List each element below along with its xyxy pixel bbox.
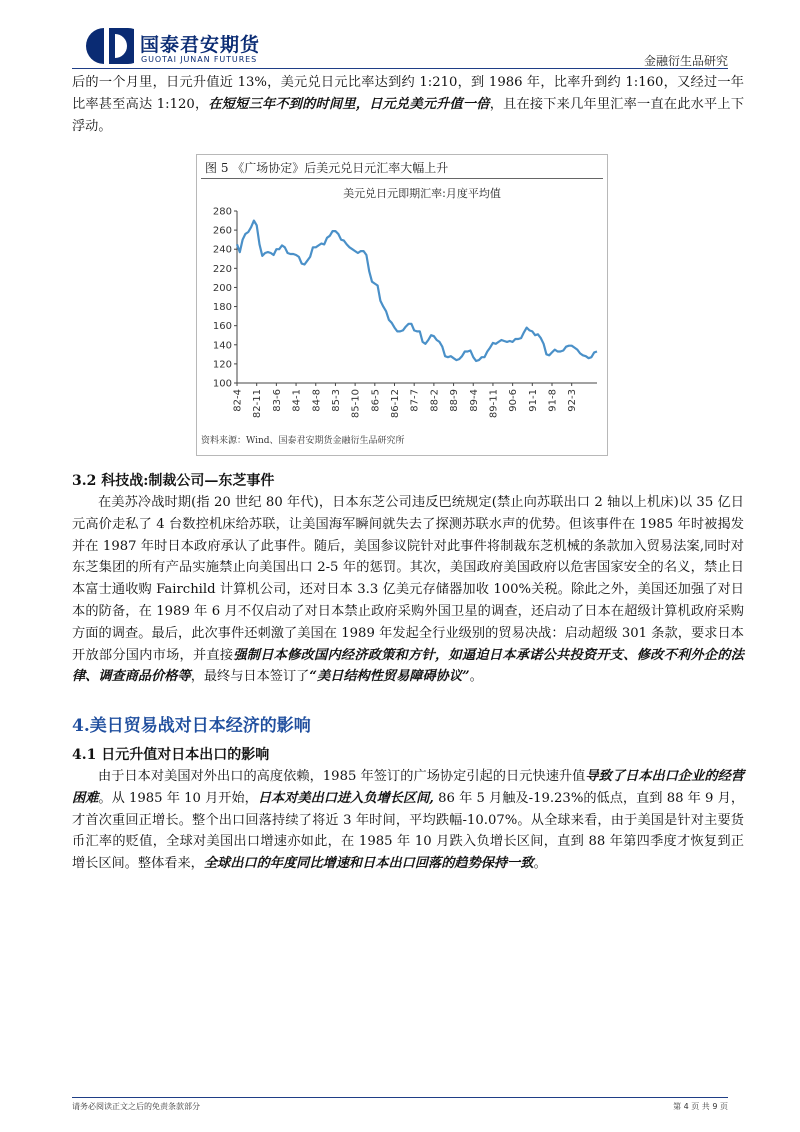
- section-4-1-paragraph: [72, 766, 744, 875]
- y-tick-label: 100: [212, 378, 232, 390]
- x-tick-label: 82-11: [252, 389, 264, 419]
- intro-emphasis: 在短短三年不到的时间里，日元兑美元升值一倍: [208, 96, 490, 112]
- y-tick-label: 280: [212, 206, 232, 218]
- exchange-rate-chart: [197, 181, 607, 431]
- section-3-2-text-3: 。: [469, 669, 483, 685]
- x-tick-label: 91-1: [527, 389, 539, 412]
- x-tick-label: 83-6: [271, 389, 283, 412]
- chart-title: 美元兑日元即期汇率:月度平均值: [343, 187, 501, 200]
- y-tick-label: 180: [212, 302, 232, 314]
- x-tick-label: 88-2: [429, 389, 441, 412]
- x-tick-label: 85-3: [330, 389, 342, 412]
- x-tick-label: 84-8: [311, 389, 323, 412]
- company-logo-icon: [82, 26, 134, 66]
- section-4-1-emphasis-3: 全球出口的年度同比增速和日本出口回落的趋势保持一致: [203, 856, 534, 872]
- section-4-1-text-3: 86 年 5 月触及-19.23%的低点，直到 88 年 9 月，才首次重回正增长。整个出口回落持续了将近 3 年时间，平均跌幅-10.07%。从全球来看，由于美国是针对主要货币汇率的贬值，全球对美国出口增速亦如此，在 1985 年 10 月跌入负增长区间，直到 88 年第四季度才恢复到正增长区间。整体看来，: [72, 790, 745, 872]
- page-number: 第 4 页 共 9 页: [673, 1102, 728, 1111]
- x-tick-label: 86-5: [370, 389, 382, 412]
- x-tick-label: 88-9: [449, 389, 461, 412]
- brand-name: 国泰君安期货: [140, 34, 261, 56]
- y-axis: [213, 207, 237, 390]
- disclaimer-note: 请务必阅读正文之后的免责条款部分: [72, 1102, 200, 1111]
- x-tick-label: 89-4: [468, 389, 480, 412]
- x-axis: [233, 383, 598, 418]
- section-3-2-paragraph: [72, 492, 744, 688]
- x-tick-label: 87-7: [409, 389, 421, 412]
- x-tick-label: 86-12: [390, 389, 401, 419]
- y-tick-label: 120: [212, 359, 232, 371]
- x-tick-label: 85-10: [350, 389, 362, 419]
- header-rule: [72, 68, 728, 69]
- section-4-1-heading: 4.1 日元升值对日本出口的影响: [72, 747, 270, 763]
- section-3-2-heading: 3.2 科技战:制裁公司—东芝事件: [72, 473, 275, 489]
- y-tick-label: 240: [212, 244, 232, 256]
- intro-text: 后的一个月里，日元升值近 13%，美元兑日元比率达到约 1:210，到 1986 年，比率升到约 1:160，又经过一年比率甚至高达 1:120，: [72, 75, 744, 112]
- x-tick-label: 89-11: [488, 389, 500, 419]
- intro-paragraph: [72, 72, 744, 137]
- section-3-2-text-2: ，最终与日本签订了: [190, 669, 310, 685]
- x-tick-label: 82-4: [232, 389, 244, 412]
- section-4-heading: 4.美日贸易战对日本经济的影响: [72, 716, 311, 736]
- footer-rule: [72, 1097, 728, 1098]
- figure-caption: 图 5 《广场协定》后美元兑日元汇率大幅上升: [205, 161, 449, 175]
- intro-text-end: ，且在接下来几年里汇率一直在此水平上下浮动。: [72, 96, 745, 134]
- figure-source: 资料来源：Wind、国泰君安期货金融衍生品研究所: [201, 436, 405, 446]
- section-3-2-emphasis: 强制日本修改国内经济政策和方针，如逼迫日本承诺公共投资开支、修改不利外企的法律、调查商品价格等: [72, 647, 744, 685]
- section-4-1-emphasis-1: 导致了日本出口企业的经营困难: [72, 769, 745, 806]
- y-tick-label: 260: [212, 225, 232, 237]
- section-4-1-text: 由于日本对美国对外出口的高度依赖，1985 年签订的广场协定引起的日元快速升值: [98, 769, 586, 784]
- y-tick-label: 140: [212, 340, 232, 352]
- y-tick-label: 160: [212, 321, 232, 333]
- section-4-1-text-2: 。从 1985 年 10 月开始，: [98, 790, 258, 806]
- x-tick-label: 90-6: [508, 389, 520, 412]
- figure-caption-rule: [201, 178, 603, 179]
- x-tick-label: 91-8: [547, 389, 559, 412]
- x-tick-label: 84-1: [291, 389, 303, 412]
- y-tick-label: 200: [212, 282, 232, 294]
- x-tick-label: 92-3: [567, 389, 579, 412]
- page-header: [0, 0, 800, 72]
- brand-name-english: GUOTAI JUNAN FUTURES: [141, 55, 258, 64]
- agreement-name: “美日结构性贸易障碍协议”: [309, 669, 470, 685]
- y-tick-label: 220: [212, 263, 232, 275]
- section-4-1-text-4: 。: [533, 856, 547, 872]
- section-label: 金融衍生品研究: [643, 54, 728, 68]
- series-line: [237, 221, 597, 361]
- section-3-2-text: 在美苏冷战时期(指 20 世纪 80 年代)，日本东芝公司违反巴统规定(禁止向苏联出口 2 轴以上机床)以 35 亿日元高价走私了 4 台数控机床给苏联，让美国海军瞬间就失去了探测苏联水声的优势。但该事件在 1985 年时被揭发并在 1987 年时日本政府承认了此事件。随后，美国参议院针对此事件将制裁东芝机械的条款加入贸易法案,同时对东芝集团的所有产品实施禁止向美国出口 2-5 年的惩罚。其次，美国政府美国政府以危害国家安全的名义，禁止日本富士通收购 Fairchild 计算机公司，还对日本 3.3 亿美元存储器加收 100%关税。除此之外，美国还加强了对日本的防备，在 1989 年 6 月不仅启动了对日本禁止政府采购外国卫星的调查，还启动了日本在超级计算机政府采购方面的调查。最后，此次事件还刺激了美国在 1989 年发起全行业级别的贸易决战：启动超级 301 条款，要求日本开放部分国内市场，并直接: [72, 495, 744, 663]
- figure-5: [196, 154, 608, 456]
- section-4-1-emphasis-2: 日本对美出口进入负增长区间,: [257, 790, 434, 806]
